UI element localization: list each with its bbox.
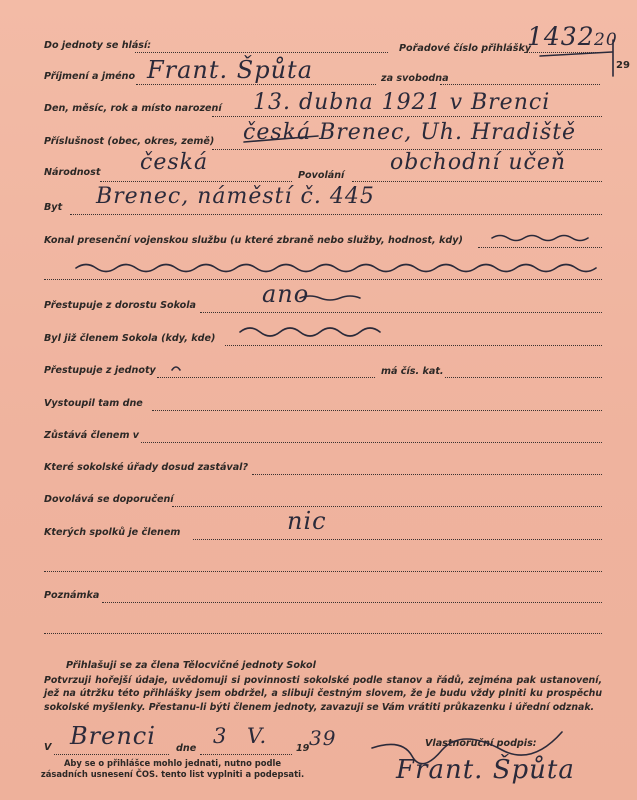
prislusnost-label: Příslušnost (obec, okres, země) [44, 136, 215, 147]
wavy-dash-4 [240, 328, 380, 336]
narozeni-label: Den, měsíc, rok a místo narození [44, 103, 222, 114]
signature-flourish [372, 732, 562, 764]
narodnost-value: česká [140, 150, 209, 175]
place-value: Brenci [70, 722, 156, 750]
poradove-label: Pořadové číslo přihlášky [399, 43, 532, 54]
podpis-label: Vlastnoruční podpis: [425, 738, 537, 749]
prijmeni-value: Frant. Špůta [147, 56, 314, 84]
byt-value: Brenec, náměstí č. 445 [96, 184, 375, 209]
v-label: V [44, 742, 52, 753]
wavy-dash-1 [492, 236, 588, 241]
clenem-label: Byl již členem Sokola (kdy, kde) [44, 333, 216, 344]
sluzba-label: Konal presenční vojenskou službu (u které zbraně nebo služby, hodnost, kdy) [44, 235, 463, 246]
urady-label: Které sokolské úřady dosud zastával? [44, 462, 249, 473]
strikethrough-mark [244, 136, 318, 142]
note-text: Aby se o přihlášce mohlo jednati, nutno podle zásadních usnesení ČOS. tento list vyplniti a podepsati. [40, 758, 305, 779]
poradove-value: 1432 [527, 22, 595, 51]
narodnost-label: Národnost [44, 167, 101, 178]
corner-number: 29 [616, 60, 630, 71]
narozeni-value: 13. dubna 1921 v Brenci [253, 90, 551, 115]
year-prefix: 19 [296, 743, 310, 754]
dorost-value: ano [262, 280, 310, 308]
declaration-text: Potvrzuji hořejší údaje, uvědomuji si povinnosti sokolské podle stanov a řádů, zejména pak ustanovení, jež na útržku této přihlášky jsem obdržel, a slibuji čestným slovem, že je budu vždy plniti ku prospěchu sokolské myšlenky. Přestanu-li býti členem jednoty, zavazuji se Vám vrátiti průkazenku i úřední odznak. [44, 675, 602, 713]
vystoupil-label: Vystoupil tam dne [44, 398, 143, 409]
day-value: 3 [213, 724, 228, 748]
month-value: V. [247, 724, 268, 748]
declaration-title: Přihlašuji se za člena Tělocvičné jednoty Sokol [66, 660, 316, 671]
do-jednoty-label: Do jednoty se hlásí: [44, 40, 152, 51]
cis-kat-label: má čís. kat. [381, 366, 444, 377]
signature: Frant. Špůta [396, 755, 575, 785]
byt-label: Byt [44, 202, 63, 213]
dorost-label: Přestupuje z dorostu Sokola [44, 300, 196, 311]
spolky-value: nic [287, 507, 327, 535]
povolani-value: obchodní učeň [390, 150, 567, 175]
prijmeni-label: Příjmení a jméno [44, 71, 136, 82]
wavy-dash-2 [76, 265, 596, 272]
dne-label: dne [176, 743, 197, 754]
order-number-underline [540, 52, 612, 56]
prislusnost-value: česká Brenec, Uh. Hradiště [243, 120, 577, 145]
svobodna-label: za svobodna [381, 73, 449, 84]
spolky-label: Kterých spolků je členem [44, 527, 181, 538]
poradove-suffix: 20 [594, 30, 618, 50]
caret-mark [172, 367, 180, 370]
year-value: 39 [309, 726, 337, 750]
zustava-label: Zůstává členem v [44, 430, 140, 441]
doporuceni-label: Dovolává se doporučení [44, 494, 174, 505]
poznamka-label: Poznámka [44, 590, 100, 601]
z-jednoty-label: Přestupuje z jednoty [44, 365, 156, 376]
wavy-dash-3 [300, 296, 360, 300]
povolani-label: Povolání [298, 170, 345, 181]
